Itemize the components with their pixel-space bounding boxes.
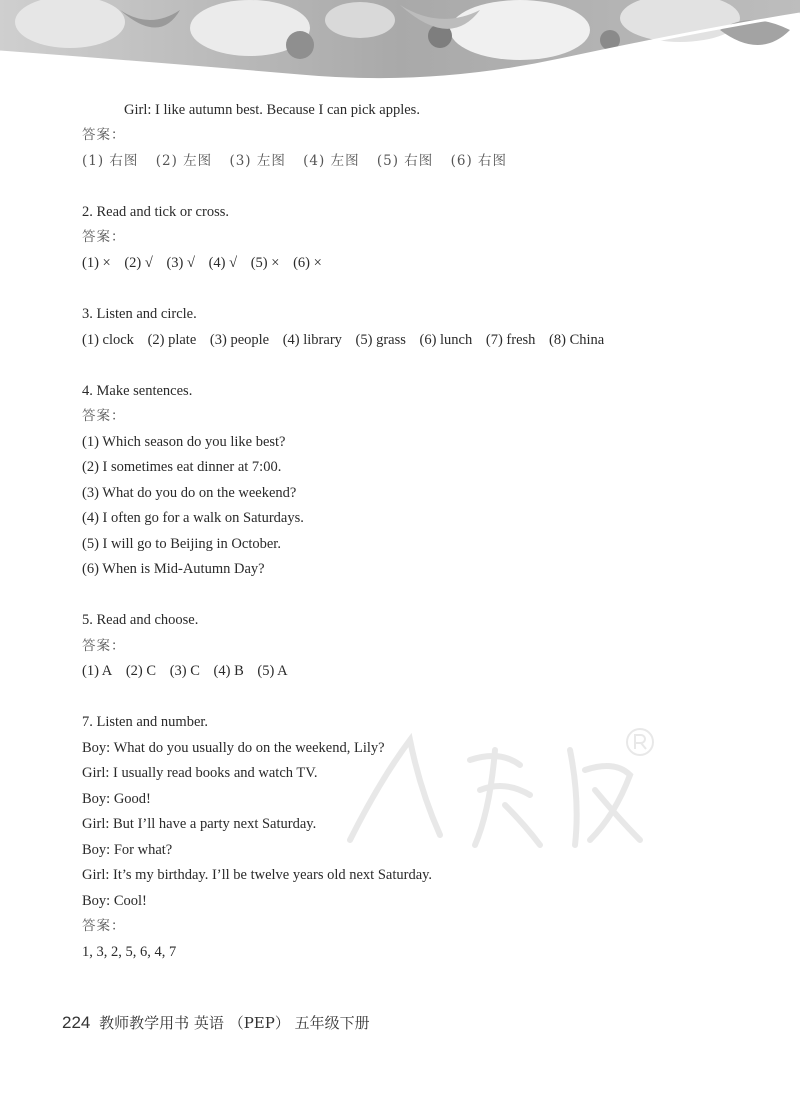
sentence-answer: (1) Which season do you like best? bbox=[82, 434, 286, 450]
answer-item: (3) 左图 bbox=[229, 153, 286, 169]
answer-item: (1) A bbox=[82, 663, 113, 679]
answer-item: (4) √ bbox=[208, 255, 238, 271]
section5-title: 5. Read and choose. bbox=[82, 612, 199, 628]
answer-label: 答案： bbox=[82, 638, 126, 654]
answer-item: (6) lunch bbox=[419, 332, 473, 348]
answer-item: (1) × bbox=[82, 255, 111, 271]
page-number: 224 bbox=[62, 1013, 91, 1032]
dialogue-line: Boy: What do you usually do on the weekend, Lily? bbox=[82, 740, 385, 756]
dialogue-line: Girl: But I’ll have a party next Saturday. bbox=[82, 816, 317, 832]
publisher-watermark bbox=[330, 720, 660, 860]
floral-banner-image bbox=[0, 0, 800, 92]
answer-item: (7) fresh bbox=[485, 332, 536, 348]
answer-item: (5) A bbox=[257, 663, 288, 679]
answer-item: (5) × bbox=[250, 255, 280, 271]
answer-item: (8) China bbox=[549, 332, 605, 348]
section2-answers bbox=[82, 253, 332, 273]
answer-item: (3) C bbox=[169, 663, 200, 679]
answer-item: (4) library bbox=[282, 332, 342, 348]
answer-item: (5) 右图 bbox=[376, 153, 434, 169]
answer-item: (2) C bbox=[125, 663, 157, 679]
dialogue-line: Girl: I like autumn best. Because I can pick apples. bbox=[124, 102, 420, 118]
section3-title: 3. Listen and circle. bbox=[82, 306, 197, 322]
section4-title: 4. Make sentences. bbox=[82, 383, 193, 399]
dialogue-line: Girl: I usually read books and watch TV. bbox=[82, 765, 318, 781]
answer-item: (3) √ bbox=[166, 255, 195, 271]
book-title: 教师教学用书 英语 （PEP） 五年级下册 bbox=[99, 1014, 370, 1032]
sentence-answer: (6) When is Mid-Autumn Day? bbox=[82, 561, 265, 577]
section3-answers bbox=[82, 330, 614, 350]
answer-item: (1) 右图 bbox=[82, 153, 139, 169]
answer-item: (6) × bbox=[293, 255, 322, 271]
answer-item: (4) B bbox=[213, 663, 244, 679]
sentence-answer: (5) I will go to Beijing in October. bbox=[82, 536, 281, 552]
answer-label: 答案： bbox=[82, 408, 126, 424]
section2-title: 2. Read and tick or cross. bbox=[82, 204, 229, 220]
dialogue-line: Girl: It’s my birthday. I’ll be twelve years old next Saturday. bbox=[82, 867, 433, 883]
section5-answers bbox=[82, 661, 298, 681]
decorative-banner bbox=[0, 0, 800, 92]
answer-item: (6) 右图 bbox=[450, 153, 508, 169]
answer-item: (5) grass bbox=[355, 332, 406, 348]
answer-item: (1) clock bbox=[82, 332, 134, 348]
section1-answers bbox=[82, 151, 519, 171]
answer-label: 答案： bbox=[82, 127, 126, 143]
answer-item: (2) plate bbox=[147, 332, 197, 348]
sentence-answer: (4) I often go for a walk on Saturdays. bbox=[82, 510, 304, 526]
answer-item: (4) 左图 bbox=[303, 153, 360, 169]
sentence-answer: (3) What do you do on the weekend? bbox=[82, 485, 297, 501]
page-footer bbox=[62, 1012, 370, 1033]
sentence-answer: (2) I sometimes eat dinner at 7:00. bbox=[82, 459, 282, 475]
answer-label: 答案： bbox=[82, 229, 126, 245]
answer-item: (3) people bbox=[209, 332, 270, 348]
dialogue-line: Boy: For what? bbox=[82, 842, 173, 858]
dialogue-line: Boy: Cool! bbox=[82, 893, 147, 909]
answer-item: (2) √ bbox=[124, 255, 153, 271]
section7-title: 7. Listen and number. bbox=[82, 714, 209, 730]
dialogue-line: Boy: Good! bbox=[82, 791, 151, 807]
answer-label: 答案： bbox=[82, 918, 126, 934]
number-order-answer: 1, 3, 2, 5, 6, 4, 7 bbox=[82, 944, 177, 960]
answer-item: (2) 左图 bbox=[155, 153, 213, 169]
